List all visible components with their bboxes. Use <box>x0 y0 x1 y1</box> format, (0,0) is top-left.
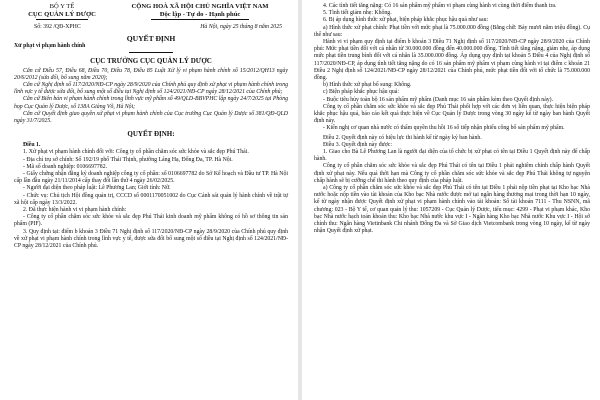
violation-description: - Công ty cổ phần chăm sóc sức khỏe và sắc đẹp Phú Thái kinh doanh mỹ phẩm không có hồ sơ thông tin sản phẩm (PIF). <box>14 214 288 228</box>
legal-basis-2: Căn cứ Nghị định số 117/2020/NĐ-CP ngày 28/9/2020 của Chính phủ quy định xử phạt vi phạm hành chính trong lĩnh vực y tế được sửa đổi, bổ sung một số điều tại Nghị định số 124/2021/NĐ-CP ngày 28/12/2021 của Chính phủ; <box>14 82 288 96</box>
delivery-item-1: 1. Giao cho Bà Lê Phương Lan là người đại diện của tổ chức bị xử phạt có tên tại Điều 1 Quyết định này để chấp hành. <box>314 149 590 163</box>
remedial-measure-1: - Buộc tiêu hủy toàn bộ 16 sản phẩm mỹ phẩm (Danh mục 16 sản phẩm kèm theo Quyết định này). <box>323 96 554 103</box>
legal-basis-3: Căn cứ Biên bản vi phạm hành chính trong lĩnh vực mỹ phẩm số 49/QLD-BBVPHC lập ngày 24/7/2025 tại Phòng họp Cục Quản lý Dược, số 138A Giảng Võ, Hà Nội; <box>14 96 288 110</box>
authority-title: CỤC TRƯỞNG CỤC QUẢN LÝ DƯỢC <box>90 56 212 65</box>
mitigating-circumstances: 5. Tình tiết giảm nhẹ: Không. <box>323 10 392 17</box>
additional-penalty: b) Hình thức xử phạt bổ sung: Không. <box>323 82 412 89</box>
legal-basis-4: Căn cứ Quyết định giao quyền xử phạt vi phạm hành chính của Cục trưởng Cục Quản lý Dược số 381/QĐ-QLD ngày 31/7/2025. <box>14 110 288 125</box>
fine-calculation: Hành vi vi phạm quy định tại điểm b khoản 3 Điều 71 Nghị định số 117/2020/NĐ-CP ngày 28/9/2020 của Chính phủ: Mức phạt tiền đối với cá nhân từ 30.000.000 đồng đến 40.000.000 đồng. Tình tiết tăng nặng, giảm nhẹ, áp dụng mức phạt tiền trung bình đối với cá nhân là 35.000.000 đồng. Áp dụng quy định tại khoản 5 Điều 4 của Nghị định số 117/2020/NĐ-CP, áp dụng tình tiết tăng nặng do có 16 sản phẩm mỹ phẩm vi phạm cùng hành vi tại điểm c khoản 21 Điều 2 Nghị định số 124/2021/NĐ-CP ngày 28/12/2021 của Chính phủ, mức phạt tiền đối với tổ chức là 75.000.000 đồng. <box>314 39 590 82</box>
decides-heading: QUYẾT ĐỊNH: <box>127 130 175 139</box>
sanctions-heading: 6. Bị áp dụng hình thức xử phạt, biện pháp khắc phục hậu quả như sau: <box>323 17 489 24</box>
representative-position: - Chức vụ: Chủ tịch Hội đồng quản trị, CCCD số 0001170051002 do Cục Cảnh sát quản lý hành chính về trật tự xã hội cấp ngày 13/3/2022. <box>14 192 288 206</box>
remedial-measures-heading: c) Biện pháp khắc phục hậu quả: <box>323 89 399 96</box>
issuer-block <box>14 3 110 22</box>
delivery-item-2: Công ty cổ phần chăm sóc sức khỏe và sắc đẹp Phú Thái có tên tại Điều 1 phải nghiêm chỉnh chấp hành Quyết định xử phạt này. Nếu quá thời hạn mà Công ty cổ phần chăm sóc sức khỏe và sắc đẹp Phú Thái không tự nguyện chấp hành sẽ bị cưỡng chế thi hành theo quy định của pháp luật. <box>314 163 590 184</box>
company-registration: - Giấy chứng nhận đăng ký doanh nghiệp công ty cổ phần: số 0106697782 do Sở Kế hoạch và Đầu tư TP. Hà Nội cấp lần đầu ngày 21/11/2014 cấp thay đổi lần thứ 4 ngày 26/02/2025. <box>14 171 288 185</box>
state-block <box>112 3 288 22</box>
company-address: - Địa chỉ trụ sở chính: Số 192/19 phố Thái Thịnh, phường Láng Hạ, Đống Đa, TP. Hà Nội. <box>23 156 233 163</box>
remedial-measure-3: - Kiến nghị cơ quan nhà nước có thẩm quyền thu hồi 16 số tiếp nhận phiếu công bố sản phẩm mỹ phẩm. <box>323 125 565 132</box>
aggravating-circumstances: 4. Các tình tiết tăng nặng: Có 16 sản phẩm mỹ phẩm vi phạm cùng hành vi cùng thời điểm thanh tra. <box>323 3 557 9</box>
article-1-item-1: 1. Xử phạt vi phạm hành chính đối với: Công ty cổ phần chăm sóc sức khỏe và sắc đẹp Phú Thái. <box>23 149 249 156</box>
subtitle-underline <box>129 52 173 53</box>
number-date-row <box>14 23 288 31</box>
document-number: Số: 392 /QĐ-XPHC <box>34 24 81 31</box>
article-2: Điều 2. Quyết định này có hiệu lực thi hành kể từ ngày ký ban hành. <box>323 134 482 141</box>
main-penalty: a) Hình thức xử phạt chính: Phạt tiền với mức phạt là 75.000.000 đồng (Bằng chữ: Bảy mươi năm triệu đồng). Cụ thể như sau: <box>314 24 590 38</box>
document-date: Hà Nội, ngày 25 tháng 8 năm 2025 <box>200 24 282 31</box>
company-tax-code: - Mã số doanh nghiệp: 0106697782. <box>23 163 108 170</box>
article-3-heading: Điều 3. Quyết định này được: <box>323 141 392 148</box>
document-page-2 <box>302 0 600 400</box>
header-underline <box>36 19 88 20</box>
motto-underline <box>151 19 249 20</box>
article-1-item-3: 3. Quy định tại: điểm b khoản 3 Điều 71 Nghị định số 117/2020/NĐ-CP ngày 28/9/2020 của Chính phủ quy định về xử phạt vi phạm hành chính trong lĩnh vực y tế, được sửa đổi bổ sung một số điều tại Nghị định số 124/2021/NĐ-CP ngày 28/12/2021 của Chính phủ. <box>14 228 288 250</box>
ministry-name: BỘ Y TẾ <box>49 3 75 10</box>
legal-basis-1: Căn cứ Điều 57, Điều 68, Điều 70, Điều 78, Điều 85 Luật Xử lý vi phạm hành chính số 15/2012/QH13 ngày 20/6/2012 (sửa đổi, bổ sung năm 2020); <box>14 67 288 81</box>
document-header <box>14 3 288 22</box>
remedial-measure-2: Công ty cổ phần chăm sóc sức khỏe và sắc đẹp Phú Thái phối hợp với các đơn vị liên quan, thực hiện biện pháp khắc phục hậu quả, báo cáo kết quả thực hiện về Cục Quản lý Dược trong vòng 30 ngày kể từ ngày ban hành Quyết định này. <box>314 103 590 125</box>
legal-representative: - Người đại diện theo pháp luật: Lê Phương Lan; Giới tính: Nữ. <box>23 185 171 192</box>
decision-title: QUYẾT ĐỊNH <box>126 34 176 44</box>
motto: Độc lập - Tự do - Hạnh phúc <box>159 11 241 19</box>
republic-title: CỘNG HOÀ XÃ HỘI CHỦ NGHĨA VIỆT NAM <box>131 3 269 10</box>
department-name: CỤC QUẢN LÝ DƯỢC <box>28 11 96 19</box>
decision-subtitle: Xử phạt vi phạm hành chính <box>14 43 86 50</box>
document-page-1 <box>0 0 298 400</box>
article-1-item-2: 2. Đã thực hiện hành vi vi phạm hành chính: <box>23 207 127 214</box>
payment-instructions: a) Công ty cổ phần chăm sóc sức khỏe và sắc đẹp Phú Thái có tên tại Điều 1 phải nộp tiền phạt tại Kho bạc Nhà nước hoặc nộp tiền vào tài khoản của Kho bạc Nhà nước được mở tại ngân hàng thương mại trong thời hạn 10 ngày, kể từ ngày nhận được Quyết định xử phạt vi phạm hành chính vào tài khoản: Số tài khoản 7111 - Thu NSNN, mã chương: 023 - Bộ Y tế, cơ quan quản lý thu: 1057209 - Cục Quản lý Dược, tiểu mục: 4299 - Phạt vi phạm khác, Kho bạc Nhà nước hạch toán khoản thu: Kho bạc Nhà nước khu vực I - Ngân hàng Kho bạc Nhà nước Khu vực I - Hội sở chính thu: Ngân hàng Vietinbank Chi nhánh Đống Đa và Sở Giao dịch Vietcombank trong vòng 10 ngày, kể từ ngày nhận Quyết định xử phạt. <box>314 185 590 235</box>
article-1-heading: Điều 1. <box>23 142 41 149</box>
